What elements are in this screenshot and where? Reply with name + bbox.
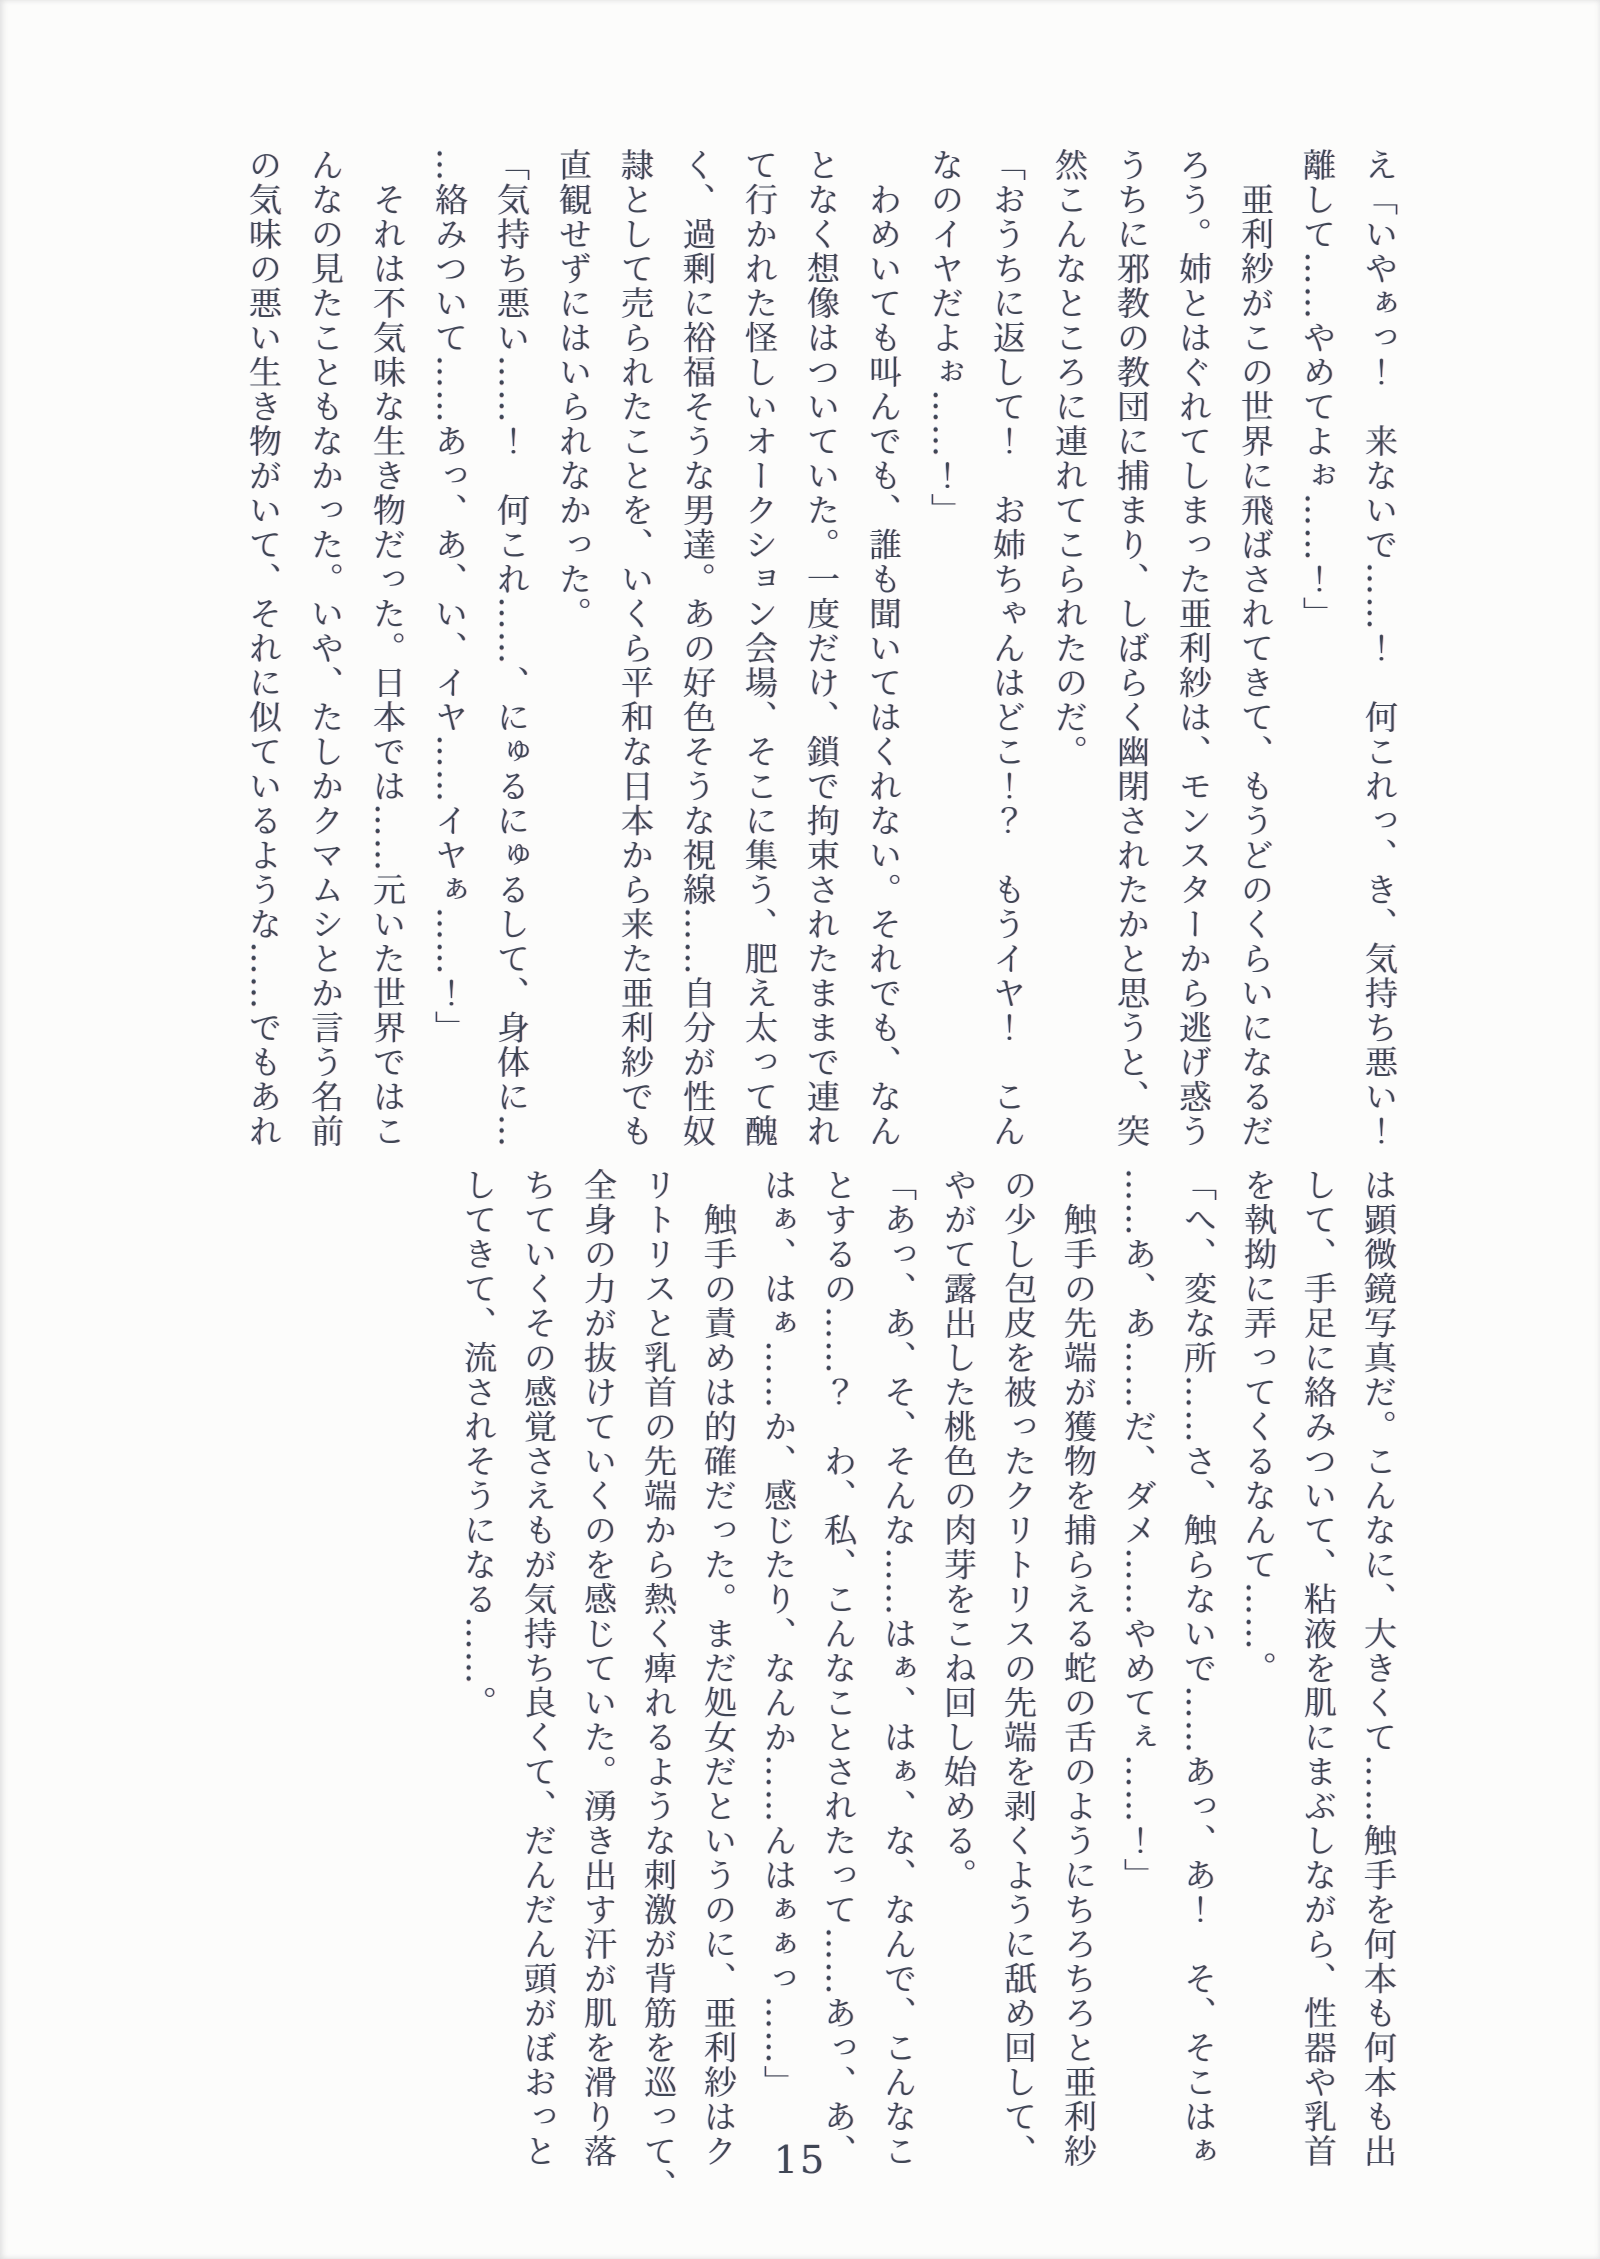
text-column: なのイヤだよぉ……！」 [926, 148, 965, 528]
text-column: んなの見たこともなかった。いや、たしかクマムシとか言う名前 [306, 148, 345, 1149]
text-column: …絡みついて……あっ、あ、い、イヤ……イヤぁ……！」 [430, 148, 469, 1045]
text-column: してきて、流されそうになる……。 [459, 1168, 498, 1720]
text-column: 「あっ、あ、そ、そんな……はぁ、はぁ、な、なんで、こんなこ [879, 1168, 918, 2169]
text-column: 全身の力が抜けていくのを感じていた。湧き出す汗が肌を滑り落 [579, 1168, 618, 2169]
text-column: 隷として売られたことを、いくら平和な日本から来た亜利紗でも [616, 148, 655, 1149]
text-column: え「いやぁっ！ 来ないで……！ 何これっ、き、気持ち悪い！ [1360, 148, 1399, 1149]
text-column: 触手の責めは的確だった。まだ処女だというのに、亜利紗はク [699, 1168, 738, 2169]
text-column: となく想像はついていた。一度だけ、鎖で拘束されたままで連れ [802, 148, 841, 1149]
text-column: 直観せずにはいられなかった。 [554, 148, 593, 631]
text-column: はぁ、はぁ……か、感じたり、なんか……んはぁぁっ……」 [759, 1168, 798, 2100]
text-column: ちていくその感覚さえもが気持ち良くて、だんだん頭がぼおっと [519, 1168, 558, 2169]
text-column: の少し包皮を被ったクリトリスの先端を剥くように舐め回して、 [999, 1168, 1038, 2169]
text-column: それは不気味な生き物だった。日本では……元いた世界ではこ [368, 148, 407, 1149]
text-column: て行かれた怪しいオークション会場、そこに集う、肥え太って醜 [740, 148, 779, 1149]
text-column: 離して……やめてよぉ……！」 [1298, 148, 1337, 631]
text-column: わめいても叫んでも、誰も聞いてはくれない。それでも、なん [864, 148, 903, 1149]
text-column: とするの……？ わ、私、こんなことされたって……あっ、あ、 [819, 1168, 858, 2169]
text-column: ……あ、あ……だ、ダメ……やめてぇ……！」 [1119, 1168, 1158, 1893]
text-column: 触手の先端が獲物を捕らえる蛇の舌のようにちろちろと亜利紗 [1059, 1168, 1098, 2169]
text-column: リトリスと乳首の先端から熱く痺れるような刺激が背筋を巡って、 [639, 1168, 678, 2203]
upper-text-block [232, 148, 1410, 1160]
text-column: く、過剰に裕福そうな男達。あの好色そうな視線……自分が性奴 [678, 148, 717, 1149]
text-column: 「気持ち悪い……！ 何これ……、にゅるにゅるして、身体に… [492, 148, 531, 1149]
lower-text-block [448, 1168, 1408, 2203]
text-column: 然こんなところに連れてこられたのだ。 [1050, 148, 1089, 769]
text-column: の気味の悪い生き物がいて、それに似ているような……でもあれ [244, 148, 283, 1149]
text-column: 亜利紗がこの世界に飛ばされてきて、もうどのくらいになるだ [1236, 148, 1275, 1149]
text-column: は顕微鏡写真だ。こんなに、大きくて……触手を何本も何本も出 [1359, 1168, 1398, 2169]
text-column: 「おうちに返して！ お姉ちゃんはどこ！？ もうイヤ！ こん [988, 148, 1027, 1149]
text-column: うちに邪教の教団に捕まり、しばらく幽閉されたかと思うと、突 [1112, 148, 1151, 1149]
text-column: ろう。姉とはぐれてしまった亜利紗は、モンスターから逃げ惑う [1174, 148, 1213, 1149]
page-number: 15 [773, 2138, 827, 2182]
text-column: を執拗に弄ってくるなんて……。 [1239, 1168, 1278, 1686]
text-column: 「へ、変な所……さ、触らないで……あっ、あ！ そ、そこはぁ [1179, 1168, 1218, 2169]
text-column: やがて露出した桃色の肉芽をこね回し始める。 [939, 1168, 978, 1893]
text-column: して、手足に絡みついて、粘液を肌にまぶしながら、性器や乳首 [1299, 1168, 1338, 2169]
